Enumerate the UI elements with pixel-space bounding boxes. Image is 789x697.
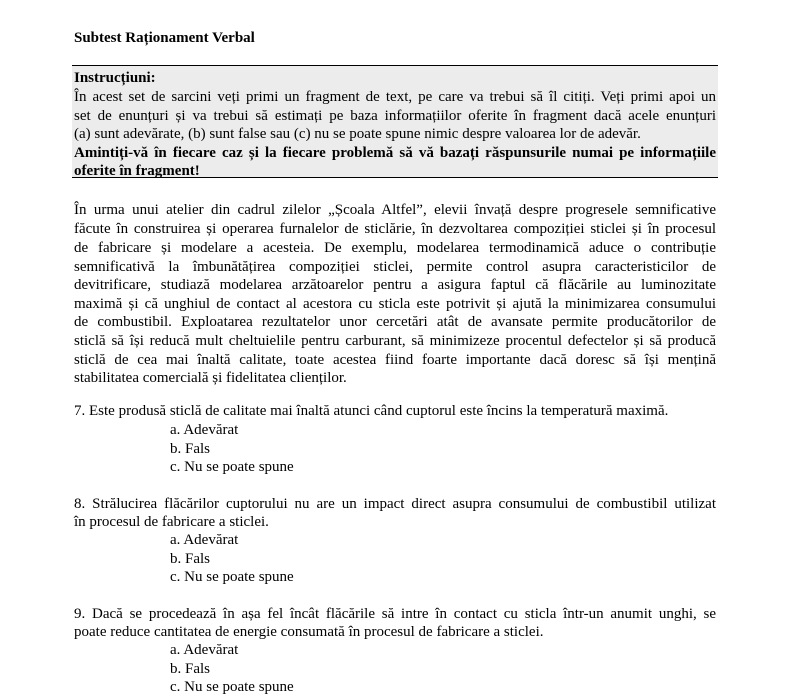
passage-line: făcute în construirea și operarea furnalelor de sticlărie, în dezvoltarea compoziției sticlei și în procesul [74, 221, 716, 237]
question-text: 7. Este produsă sticlă de calitate mai înaltă atunci când cuptorul este încins la temperatură maximă. [74, 403, 669, 419]
passage-line: sticlă să își reducă mult cheltuielile pentru carburant, să minimizeze procentul defectelor și să producă [74, 333, 716, 349]
passage-line: devitrificare, studiază modelarea arzătoarelor pentru a asigura faptul că flăcările au luminozitate [74, 277, 716, 293]
passage-line: În urma unui atelier din cadrul zilelor „Școala Altfel”, elevii învață despre progresele semnificative [74, 202, 716, 218]
question-text: 8. Strălucirea flăcărilor cuptorului nu are un impact direct asupra consumului de combustibil utilizat [74, 496, 716, 512]
instructions-emphasis-line-1: Amintiți-vă în fiecare caz și la fiecare problemă să vă bazați răspunsurile numai pe informațiile [74, 145, 716, 161]
passage-line: stabilitatea comercială și fidelitatea clienților. [74, 370, 347, 386]
option-fals[interactable]: b. Fals [170, 551, 211, 567]
instructions-emphasis-line-2: oferite în fragment! [74, 163, 200, 179]
subtest-title: Subtest Raționament Verbal [74, 30, 255, 46]
instructions-line-1: În acest set de sarcini veți primi un fragment de text, pe care va trebui să îl citiți. Veți primi apoi un [74, 89, 716, 105]
option-nu-se-poate-spune[interactable]: c. Nu se poate spune [170, 569, 294, 585]
option-fals[interactable]: b. Fals [170, 441, 211, 457]
passage-line: de fabricare și modelare a acesteia. De exemplu, modelarea termodinamică aduce o contribuție [74, 240, 716, 256]
option-adevarat[interactable]: a. Adevărat [170, 532, 239, 548]
option-nu-se-poate-spune[interactable]: c. Nu se poate spune [170, 459, 294, 475]
option-fals[interactable]: b. Fals [170, 661, 211, 677]
question-text: 9. Dacă se procedează în așa fel încât flăcările să intre în contact cu sticla într-un anumit unghi, se [74, 606, 716, 622]
instructions-line-2: set de enunțuri și va trebui să estimați pe baza informațiilor oferite în fragment dacă acele enunțuri [74, 108, 716, 124]
option-nu-se-poate-spune[interactable]: c. Nu se poate spune [170, 679, 294, 695]
instructions-heading: Instrucțiuni: [74, 70, 156, 86]
passage-line: sticlă de cea mai înaltă calitate, toate acestea fiind foarte importante dacă doresc să își mențină [74, 352, 716, 368]
option-adevarat[interactable]: a. Adevărat [170, 642, 239, 658]
passage-line: maximă și că unghiul de contact al acestora cu sticla este potrivit și ajută la minimizarea consumului [74, 296, 716, 312]
question-text: poate reduce cantitatea de energie consumată în procesul de fabricare a sticlei. [74, 624, 544, 640]
passage-line: de combustibil. Exploatarea rezultatelor unor cercetări atât de avansate permite producătorilor de [74, 314, 716, 330]
passage-line: semnificativă la îmbunătățirea compoziției sticlei, permite control asupra caracteristicilor de [74, 259, 716, 275]
question-text: în procesul de fabricare a sticlei. [74, 514, 269, 530]
instructions-line-3: (a) sunt adevărate, (b) sunt false sau (c) nu se poate spune nimic despre valoarea lor de adevăr. [74, 126, 641, 142]
option-adevarat[interactable]: a. Adevărat [170, 422, 239, 438]
